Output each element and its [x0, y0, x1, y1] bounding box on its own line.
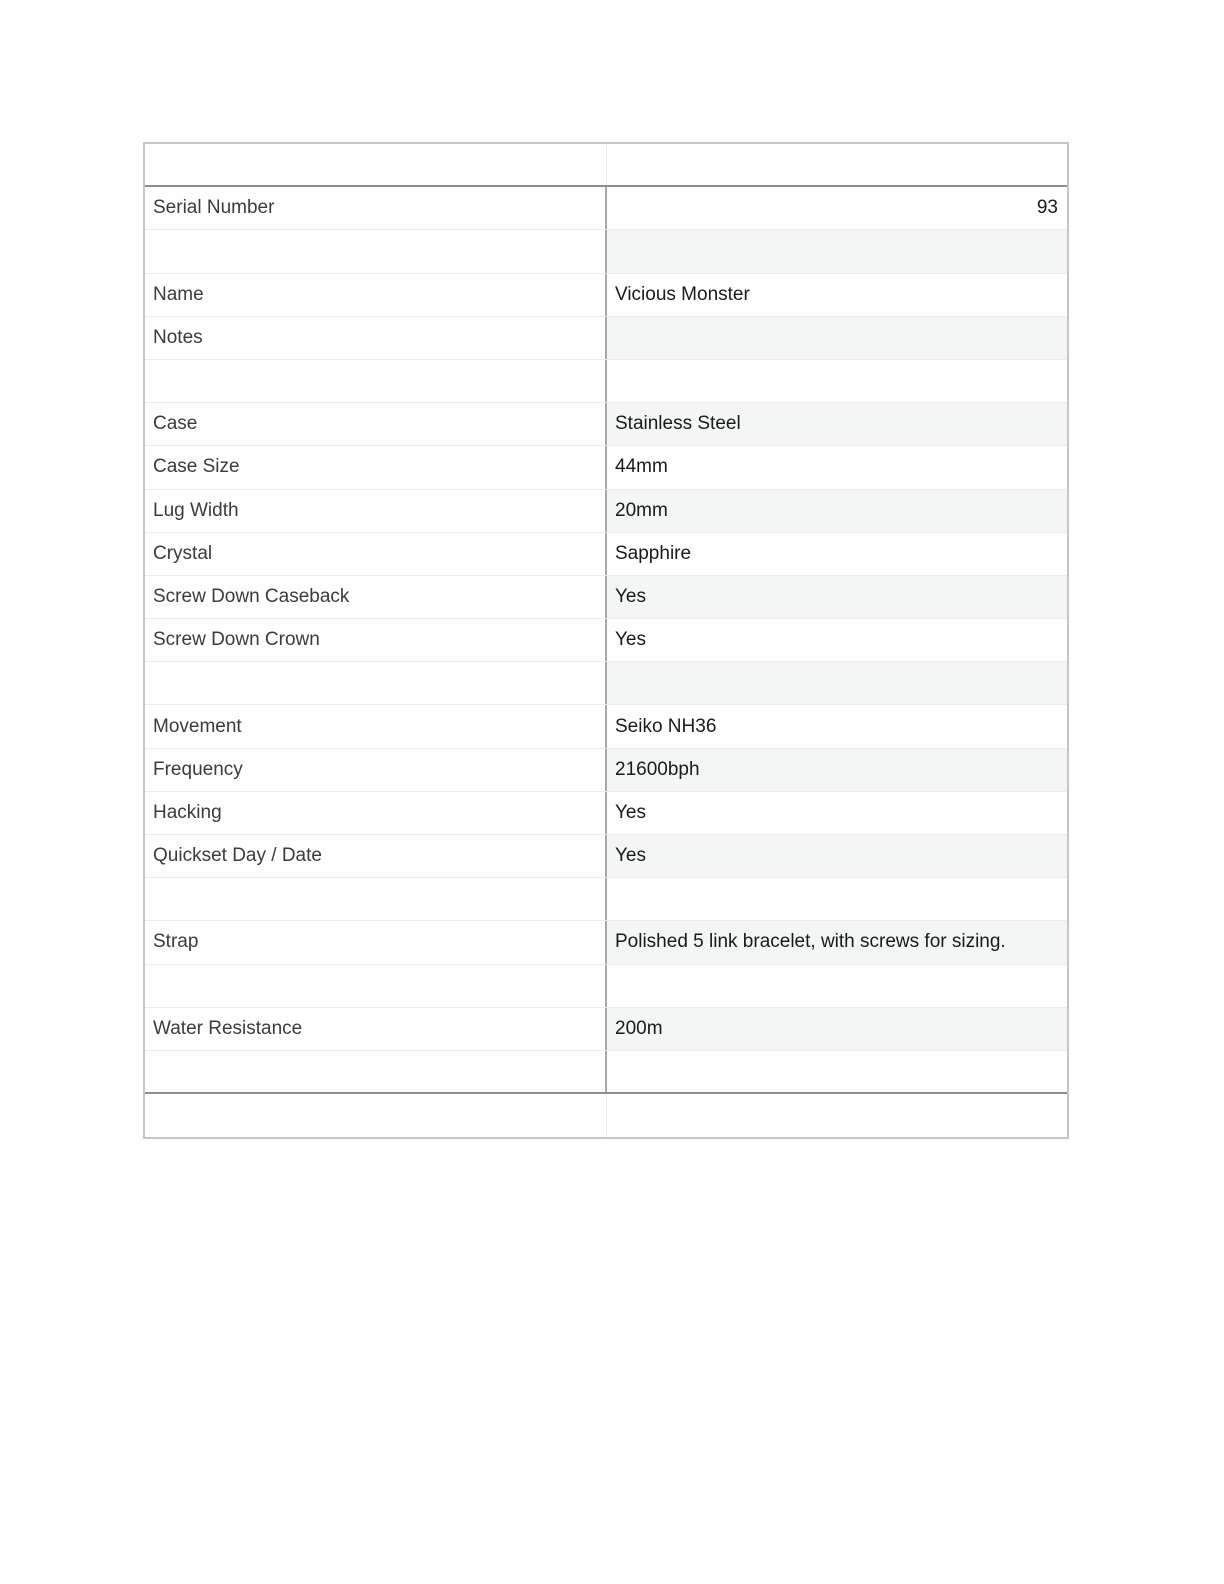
screw-down-crown-value: Yes — [607, 619, 1067, 661]
table-header-row — [145, 144, 1067, 187]
frequency-label: Frequency — [145, 749, 607, 791]
table-row — [145, 619, 1067, 662]
crystal-label: Crystal — [145, 533, 607, 575]
table-row — [145, 1008, 1067, 1051]
row-label — [145, 662, 607, 704]
hacking-value: Yes — [607, 792, 1067, 834]
quickset-day-date-value: Yes — [607, 835, 1067, 877]
table-row — [145, 576, 1067, 619]
table-row — [145, 965, 1067, 1008]
table-row — [145, 317, 1067, 360]
row-value — [607, 662, 1067, 704]
footer-value-cell — [607, 1094, 1067, 1137]
footer-label-cell — [145, 1094, 607, 1137]
notes-label: Notes — [145, 317, 607, 359]
table-row — [145, 835, 1067, 878]
table-row — [145, 360, 1067, 403]
row-value — [607, 878, 1067, 920]
header-label-cell — [145, 144, 607, 185]
row-value — [607, 965, 1067, 1007]
table-row — [145, 274, 1067, 317]
lug-width-label: Lug Width — [145, 490, 607, 532]
case-label: Case — [145, 403, 607, 445]
movement-value: Seiko NH36 — [607, 705, 1067, 747]
movement-label: Movement — [145, 705, 607, 747]
table-row — [145, 403, 1067, 446]
header-value-cell — [607, 144, 1067, 185]
table-row — [145, 533, 1067, 576]
table-row — [145, 490, 1067, 533]
serial-number-value: 93 — [607, 187, 1067, 229]
water-resistance-value: 200m — [607, 1008, 1067, 1050]
table-row — [145, 446, 1067, 489]
name-value: Vicious Monster — [607, 274, 1067, 316]
name-label: Name — [145, 274, 607, 316]
row-label — [145, 965, 607, 1007]
table-row — [145, 878, 1067, 921]
screw-down-crown-label: Screw Down Crown — [145, 619, 607, 661]
strap-value: Polished 5 link bracelet, with screws for sizing. — [607, 921, 1067, 963]
table-footer-row — [145, 1094, 1067, 1137]
row-label — [145, 1051, 607, 1092]
row-label — [145, 230, 607, 272]
quickset-day-date-label: Quickset Day / Date — [145, 835, 607, 877]
crystal-value: Sapphire — [607, 533, 1067, 575]
row-label — [145, 878, 607, 920]
case-value: Stainless Steel — [607, 403, 1067, 445]
water-resistance-label: Water Resistance — [145, 1008, 607, 1050]
hacking-label: Hacking — [145, 792, 607, 834]
screw-down-caseback-label: Screw Down Caseback — [145, 576, 607, 618]
row-label — [145, 360, 607, 402]
row-value — [607, 360, 1067, 402]
table-row — [145, 705, 1067, 748]
row-value — [607, 230, 1067, 272]
table-row — [145, 749, 1067, 792]
table-row — [145, 662, 1067, 705]
watch-spec-table — [143, 142, 1069, 1139]
table-row — [145, 792, 1067, 835]
serial-number-label: Serial Number — [145, 187, 607, 229]
table-row — [145, 921, 1067, 964]
table-row — [145, 1051, 1067, 1094]
screw-down-caseback-value: Yes — [607, 576, 1067, 618]
lug-width-value: 20mm — [607, 490, 1067, 532]
table-row — [145, 230, 1067, 273]
case-size-value: 44mm — [607, 446, 1067, 488]
strap-label: Strap — [145, 921, 607, 963]
case-size-label: Case Size — [145, 446, 607, 488]
row-value — [607, 1051, 1067, 1092]
notes-value — [607, 317, 1067, 359]
frequency-value: 21600bph — [607, 749, 1067, 791]
table-row — [145, 187, 1067, 230]
